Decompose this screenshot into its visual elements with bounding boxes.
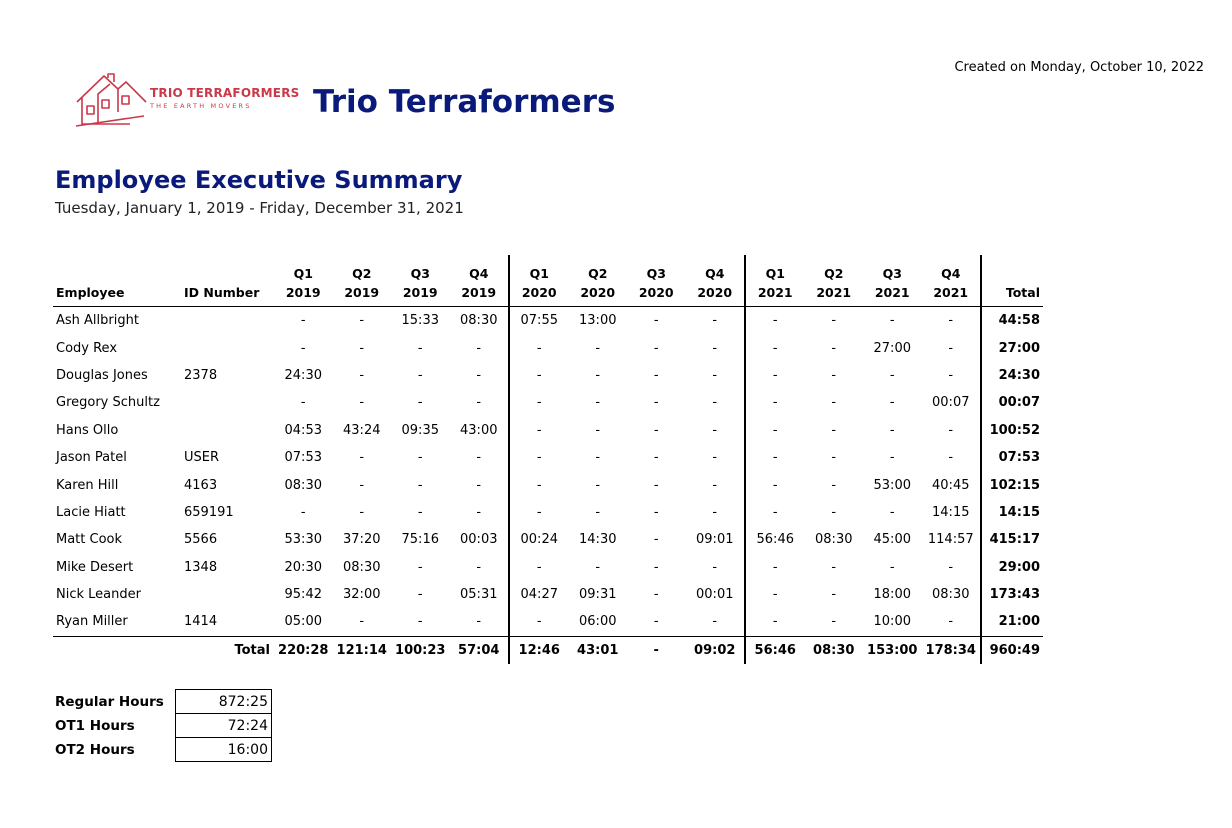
quarter-hours-cell: - xyxy=(712,450,718,466)
report-date-range: Tuesday, January 1, 2019 - Friday, December 31, 2021 xyxy=(55,199,464,217)
employee-total: 44:58 xyxy=(981,307,1043,335)
quarter-hours-cell: - xyxy=(359,340,365,356)
quarter-hours-cell: - xyxy=(595,450,601,466)
quarter-hours-cell: - xyxy=(831,367,837,383)
table-row xyxy=(53,444,1043,471)
column-header-quarter xyxy=(274,255,333,307)
quarter-hours-cell: - xyxy=(948,450,954,466)
quarter-hours-cell: 43:00 xyxy=(460,422,498,438)
quarter-hours-cell: - xyxy=(359,614,365,630)
employee-total: 21:00 xyxy=(981,608,1043,636)
quarter-hours-cell: 53:30 xyxy=(284,532,322,548)
quarter-hours-cell: - xyxy=(745,307,805,335)
table-row xyxy=(53,362,1043,389)
quarter-hours-cell: - xyxy=(745,334,805,361)
employee-name: Hans Ollo xyxy=(56,422,119,438)
quarter-label: Q1 xyxy=(293,266,313,281)
quarter-total-cell: 56:46 xyxy=(745,636,805,664)
summary-row xyxy=(53,690,272,714)
quarter-hours-cell: - xyxy=(359,450,365,466)
quarter-hours-cell: 09:31 xyxy=(579,587,617,603)
summary-row xyxy=(53,738,272,762)
quarter-hours-cell: 08:30 xyxy=(932,587,970,603)
employee-id xyxy=(181,581,274,608)
quarter-hours-cell: 00:07 xyxy=(932,395,970,411)
quarter-hours-cell: 40:45 xyxy=(932,477,970,493)
employee-name: Ryan Miller xyxy=(56,614,128,630)
created-on-text: Created on Monday, October 10, 2022 xyxy=(954,60,1204,75)
quarter-year: 2021 xyxy=(874,285,910,300)
company-logo xyxy=(74,72,300,128)
quarter-hours-cell: - xyxy=(889,559,895,575)
quarter-hours-cell: 18:00 xyxy=(873,587,911,603)
quarter-total-cell: 43:01 xyxy=(569,636,628,664)
quarter-hours-cell: - xyxy=(948,559,954,575)
quarter-year: 2019 xyxy=(402,285,438,300)
column-header-quarter xyxy=(450,255,510,307)
quarter-hours-cell: - xyxy=(653,367,659,383)
total-row-label: Total xyxy=(53,636,274,664)
quarter-year: 2020 xyxy=(580,285,616,300)
column-header-total: Total xyxy=(981,255,1043,307)
quarter-hours-cell: 04:27 xyxy=(509,581,569,608)
quarter-hours-cell: - xyxy=(712,504,718,520)
quarter-total-cell: 220:28 xyxy=(274,636,333,664)
employee-id: 659191 xyxy=(184,504,234,520)
quarter-hours-cell: - xyxy=(653,504,659,520)
employee-id xyxy=(181,389,274,416)
quarter-hours-cell: 95:42 xyxy=(284,587,322,603)
quarter-hours-cell: - xyxy=(595,422,601,438)
quarter-hours-cell: 00:01 xyxy=(696,587,734,603)
company-name: Trio Terraformers xyxy=(313,84,616,120)
column-header-quarter xyxy=(569,255,628,307)
employee-id: USER xyxy=(184,450,220,466)
employee-id: 4163 xyxy=(184,477,218,493)
quarter-hours-cell: - xyxy=(653,450,659,466)
employee-total: 14:15 xyxy=(981,499,1043,526)
quarter-hours-cell: - xyxy=(831,340,837,356)
quarter-hours-cell: - xyxy=(948,367,954,383)
quarter-hours-cell: - xyxy=(653,559,659,575)
quarter-hours-cell: - xyxy=(831,477,837,493)
summary-value: 16:00 xyxy=(176,738,272,762)
quarter-year: 2021 xyxy=(757,285,793,300)
quarter-hours-cell: - xyxy=(745,417,805,444)
quarter-hours-cell: - xyxy=(476,614,482,630)
quarter-hours-cell: - xyxy=(889,367,895,383)
employee-total: 415:17 xyxy=(981,526,1043,553)
quarter-hours-cell: - xyxy=(889,450,895,466)
employee-id xyxy=(181,417,274,444)
employee-total: 29:00 xyxy=(981,554,1043,581)
employee-name: Douglas Jones xyxy=(56,367,148,383)
quarter-hours-cell: - xyxy=(476,559,482,575)
table-row xyxy=(53,581,1043,608)
quarter-hours-cell: - xyxy=(595,367,601,383)
quarter-hours-cell: - xyxy=(948,313,954,329)
quarter-hours-cell: - xyxy=(712,559,718,575)
quarter-label: Q3 xyxy=(410,266,430,281)
quarter-hours-cell: - xyxy=(831,614,837,630)
quarter-hours-cell: - xyxy=(595,340,601,356)
quarter-hours-cell: - xyxy=(712,395,718,411)
column-header-quarter xyxy=(686,255,746,307)
quarter-hours-cell: - xyxy=(712,313,718,329)
quarter-year: 2021 xyxy=(816,285,852,300)
table-row xyxy=(53,526,1043,553)
quarter-hours-cell: - xyxy=(300,504,306,520)
quarter-hours-cell: - xyxy=(509,471,569,498)
quarter-hours-cell: - xyxy=(417,559,423,575)
quarter-hours-cell: 05:31 xyxy=(460,587,498,603)
quarter-hours-cell: - xyxy=(476,504,482,520)
quarter-hours-cell: - xyxy=(831,504,837,520)
quarter-hours-cell: 10:00 xyxy=(873,614,911,630)
quarter-hours-cell: 13:00 xyxy=(579,313,617,329)
employee-name: Nick Leander xyxy=(56,587,141,603)
employee-total: 07:53 xyxy=(981,444,1043,471)
quarter-hours-cell: 08:30 xyxy=(343,559,381,575)
summary-row xyxy=(53,714,272,738)
quarter-hours-cell: - xyxy=(476,477,482,493)
quarter-hours-cell: 75:16 xyxy=(401,532,439,548)
quarter-hours-cell: - xyxy=(653,313,659,329)
quarter-total-cell: 57:04 xyxy=(450,636,510,664)
quarter-hours-cell: - xyxy=(417,340,423,356)
quarter-hours-cell: - xyxy=(653,587,659,603)
quarter-hours-cell: - xyxy=(745,389,805,416)
quarter-hours-cell: 07:53 xyxy=(284,450,322,466)
quarter-hours-cell: - xyxy=(417,450,423,466)
employee-total: 00:07 xyxy=(981,389,1043,416)
quarter-hours-cell: - xyxy=(509,334,569,361)
quarter-hours-cell: - xyxy=(712,422,718,438)
employee-name: Lacie Hiatt xyxy=(56,504,126,520)
quarter-hours-cell: - xyxy=(712,367,718,383)
quarter-hours-cell: - xyxy=(831,587,837,603)
quarter-hours-cell: - xyxy=(300,395,306,411)
quarter-label: Q4 xyxy=(941,266,961,281)
summary-value: 872:25 xyxy=(176,690,272,714)
quarter-hours-cell: - xyxy=(417,587,423,603)
table-row xyxy=(53,307,1043,335)
quarter-hours-cell: 05:00 xyxy=(284,614,322,630)
quarter-hours-cell: 114:57 xyxy=(927,532,974,548)
column-header-quarter xyxy=(391,255,450,307)
quarter-label: Q2 xyxy=(352,266,372,281)
logo-tagline: THE EARTH MOVERS xyxy=(150,102,252,110)
grand-total: 960:49 xyxy=(981,636,1043,664)
quarter-hours-cell: 45:00 xyxy=(873,532,911,548)
quarter-hours-cell: - xyxy=(653,340,659,356)
quarter-hours-cell: - xyxy=(745,362,805,389)
report-title: Employee Executive Summary xyxy=(55,166,463,194)
quarter-hours-cell: - xyxy=(831,395,837,411)
summary-label: OT2 Hours xyxy=(55,741,135,758)
quarter-year: 2020 xyxy=(521,285,557,300)
quarter-hours-cell: - xyxy=(653,477,659,493)
quarter-hours-cell: 56:46 xyxy=(745,526,805,553)
quarter-hours-cell: - xyxy=(509,444,569,471)
quarter-hours-cell: - xyxy=(595,504,601,520)
column-header-quarter xyxy=(922,255,982,307)
quarter-hours-cell: 08:30 xyxy=(815,532,853,548)
summary-label: Regular Hours xyxy=(55,693,164,710)
hours-summary-table xyxy=(53,689,272,762)
quarter-hours-cell: 14:15 xyxy=(932,504,970,520)
employee-total: 24:30 xyxy=(981,362,1043,389)
quarter-year: 2019 xyxy=(461,285,497,300)
quarter-hours-cell: 37:20 xyxy=(343,532,381,548)
column-header-quarter xyxy=(627,255,686,307)
quarter-hours-cell: - xyxy=(509,389,569,416)
employee-name: Mike Desert xyxy=(56,559,134,575)
quarter-hours-cell: - xyxy=(509,608,569,636)
table-row xyxy=(53,608,1043,636)
quarter-hours-cell: - xyxy=(712,477,718,493)
quarter-total-cell: 09:02 xyxy=(686,636,746,664)
quarter-hours-cell: - xyxy=(595,559,601,575)
quarter-hours-cell: 43:24 xyxy=(343,422,381,438)
quarter-hours-cell: - xyxy=(359,395,365,411)
column-header-employee: Employee xyxy=(53,255,181,307)
quarter-hours-cell: - xyxy=(476,450,482,466)
quarter-hours-cell: - xyxy=(745,608,805,636)
quarter-hours-cell: - xyxy=(653,422,659,438)
employee-id xyxy=(181,307,274,335)
quarter-hours-cell: 06:00 xyxy=(579,614,617,630)
quarter-label: Q2 xyxy=(824,266,844,281)
quarter-hours-cell: 08:30 xyxy=(284,477,322,493)
logo-name: TRIO TERRAFORMERS xyxy=(150,86,300,100)
quarter-hours-cell: - xyxy=(417,477,423,493)
quarter-hours-cell: 20:30 xyxy=(284,559,322,575)
quarter-hours-cell: - xyxy=(745,444,805,471)
table-total-row xyxy=(53,636,1043,664)
quarter-hours-cell: - xyxy=(509,362,569,389)
quarter-hours-cell: - xyxy=(653,614,659,630)
quarter-hours-cell: - xyxy=(359,367,365,383)
quarter-hours-cell: - xyxy=(831,313,837,329)
quarter-hours-cell: - xyxy=(948,340,954,356)
employee-name: Gregory Schultz xyxy=(56,395,160,411)
quarter-hours-cell: - xyxy=(948,422,954,438)
quarter-hours-cell: - xyxy=(300,313,306,329)
quarter-hours-cell: - xyxy=(653,532,659,548)
column-header-quarter xyxy=(333,255,392,307)
table-row xyxy=(53,334,1043,361)
quarter-hours-cell: - xyxy=(359,504,365,520)
quarter-hours-cell: - xyxy=(476,395,482,411)
column-header-id: ID Number xyxy=(181,255,274,307)
employee-hours-table xyxy=(53,255,1043,664)
employee-total: 102:15 xyxy=(981,471,1043,498)
quarter-hours-cell: - xyxy=(745,471,805,498)
quarter-hours-cell: - xyxy=(476,340,482,356)
quarter-hours-cell: - xyxy=(417,395,423,411)
quarter-label: Q4 xyxy=(705,266,725,281)
quarter-hours-cell: - xyxy=(417,504,423,520)
employee-id: 2378 xyxy=(184,367,218,383)
column-header-quarter xyxy=(805,255,864,307)
quarter-hours-cell: - xyxy=(831,422,837,438)
quarter-hours-cell: - xyxy=(359,477,365,493)
quarter-hours-cell: - xyxy=(889,313,895,329)
employee-name: Cody Rex xyxy=(56,340,118,356)
quarter-total-cell: 121:14 xyxy=(333,636,392,664)
quarter-total-cell: 153:00 xyxy=(863,636,922,664)
quarter-hours-cell: - xyxy=(300,340,306,356)
quarter-total-cell: 12:46 xyxy=(509,636,569,664)
employee-id xyxy=(181,334,274,361)
employee-name: Karen Hill xyxy=(56,477,119,493)
employee-name: Matt Cook xyxy=(56,532,123,548)
employee-name: Ash Allbright xyxy=(56,313,139,329)
employee-total: 27:00 xyxy=(981,334,1043,361)
quarter-hours-cell: 00:24 xyxy=(509,526,569,553)
column-header-quarter xyxy=(509,255,569,307)
column-header-quarter xyxy=(745,255,805,307)
quarter-hours-cell: - xyxy=(712,614,718,630)
quarter-hours-cell: - xyxy=(653,395,659,411)
employee-id: 1348 xyxy=(184,559,218,575)
quarter-total-cell: 08:30 xyxy=(805,636,864,664)
table-row xyxy=(53,499,1043,526)
summary-value: 72:24 xyxy=(176,714,272,738)
quarter-hours-cell: - xyxy=(509,554,569,581)
quarter-label: Q2 xyxy=(588,266,608,281)
quarter-year: 2019 xyxy=(344,285,380,300)
quarter-hours-cell: - xyxy=(476,367,482,383)
table-row xyxy=(53,554,1043,581)
quarter-label: Q1 xyxy=(529,266,549,281)
quarter-hours-cell: 09:01 xyxy=(696,532,734,548)
employee-total: 100:52 xyxy=(981,417,1043,444)
quarter-hours-cell: - xyxy=(889,422,895,438)
quarter-hours-cell: - xyxy=(745,554,805,581)
quarter-hours-cell: - xyxy=(831,559,837,575)
quarter-hours-cell: - xyxy=(745,581,805,608)
quarter-hours-cell: 08:30 xyxy=(460,313,498,329)
house-logo-icon xyxy=(74,72,150,128)
quarter-hours-cell: - xyxy=(712,340,718,356)
quarter-year: 2021 xyxy=(933,285,969,300)
quarter-hours-cell: - xyxy=(889,504,895,520)
quarter-hours-cell: - xyxy=(889,395,895,411)
quarter-hours-cell: - xyxy=(831,450,837,466)
quarter-hours-cell: - xyxy=(595,395,601,411)
quarter-hours-cell: 24:30 xyxy=(284,367,322,383)
quarter-total-cell: 178:34 xyxy=(922,636,982,664)
quarter-hours-cell: - xyxy=(417,614,423,630)
quarter-total-cell: - xyxy=(627,636,686,664)
quarter-hours-cell: - xyxy=(417,367,423,383)
employee-id: 1414 xyxy=(184,614,218,630)
quarter-hours-cell: - xyxy=(595,477,601,493)
quarter-year: 2020 xyxy=(638,285,674,300)
quarter-hours-cell: 00:03 xyxy=(460,532,498,548)
employee-total: 173:43 xyxy=(981,581,1043,608)
quarter-hours-cell: 04:53 xyxy=(284,422,322,438)
quarter-hours-cell: - xyxy=(948,614,954,630)
quarter-hours-cell: 32:00 xyxy=(343,587,381,603)
quarter-hours-cell: 53:00 xyxy=(873,477,911,493)
table-row xyxy=(53,471,1043,498)
table-row xyxy=(53,389,1043,416)
quarter-hours-cell: - xyxy=(359,313,365,329)
quarter-label: Q3 xyxy=(646,266,666,281)
employee-name: Jason Patel xyxy=(56,450,127,466)
quarter-label: Q4 xyxy=(469,266,489,281)
quarter-total-cell: 100:23 xyxy=(391,636,450,664)
quarter-hours-cell: 14:30 xyxy=(579,532,617,548)
employee-id: 5566 xyxy=(184,532,218,548)
quarter-label: Q3 xyxy=(882,266,902,281)
table-header-row xyxy=(53,255,1043,307)
quarter-hours-cell: 27:00 xyxy=(873,340,911,356)
quarter-year: 2020 xyxy=(697,285,733,300)
summary-label: OT1 Hours xyxy=(55,717,135,734)
quarter-hours-cell: - xyxy=(509,499,569,526)
quarter-hours-cell: 09:35 xyxy=(401,422,439,438)
quarter-hours-cell: 07:55 xyxy=(509,307,569,335)
table-row xyxy=(53,417,1043,444)
column-header-quarter xyxy=(863,255,922,307)
quarter-hours-cell: 15:33 xyxy=(401,313,439,329)
quarter-label: Q1 xyxy=(765,266,785,281)
quarter-hours-cell: - xyxy=(745,499,805,526)
quarter-year: 2019 xyxy=(285,285,321,300)
quarter-hours-cell: - xyxy=(509,417,569,444)
